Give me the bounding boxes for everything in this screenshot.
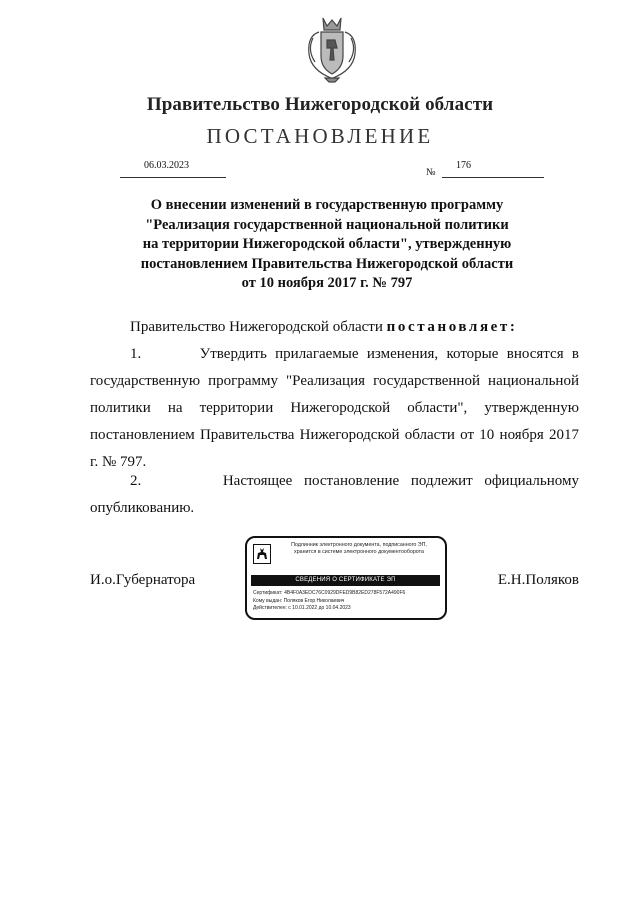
validity-line: Действителен: с 10.01.2022 до 10.04.2023 [253, 605, 351, 611]
item-text: Утвердить прилагаемые изменения, которые вносятся в государственную программу "Реализация государственной национальной политики на территории Нижегородской области", утвержденную постановлением Правительства Нижегородской области от 10 ноября 2017 г. № 797. [90, 346, 580, 470]
issued-to-line: Кому выдан: Поляков Егор Николаевич [253, 597, 345, 604]
deer-emblem-icon [253, 544, 271, 564]
decree-item-1 [90, 341, 579, 476]
intro-text: Правительство Нижегородской области [130, 319, 387, 335]
item-number: 1. [130, 346, 142, 362]
subject-line: на территории Нижегородской области", утвержденную [142, 236, 512, 252]
electronic-signature-stamp [245, 536, 447, 620]
stamp-details [253, 590, 443, 613]
stamp-header-line: хранится в системе электронного документооборота [294, 549, 424, 555]
subject-line: "Реализация государственной национальной политики [145, 216, 509, 233]
coat-of-arms-emblem [301, 14, 363, 84]
stamp-title-bar: СВЕДЕНИЯ О СЕРТИФИКАТЕ ЭП [251, 575, 440, 586]
date-field [120, 159, 226, 178]
subject-line: О внесении изменений в государственную программу [150, 197, 504, 213]
decree-intro [130, 314, 518, 341]
subject-line: от 10 ноября 2017 г. № 797 [241, 275, 413, 291]
stamp-header [275, 542, 443, 556]
item-text: Настоящее постановление подлежит официальному опубликованию. [90, 473, 579, 516]
document-number: 176 [456, 160, 471, 171]
document-date: 06.03.2023 [144, 160, 189, 171]
certificate-line: Сертификат: 4B4F0A3EDC76C0929DFED9B82ED278F572A490F6 [253, 590, 406, 596]
document-subject [118, 196, 536, 294]
stamp-header-line: Подлинник электронного документа, подписанного ЭП, [291, 542, 427, 548]
signatory-position: И.о.Губернатора [90, 572, 196, 588]
number-sign: № [426, 167, 436, 178]
subject-line: постановлением Правительства Нижегородской области [140, 255, 514, 272]
decree-item-2 [90, 468, 579, 522]
decree-word: постановляет: [386, 319, 518, 335]
document-type-title: ПОСТАНОВЛЕНИЕ [206, 124, 434, 148]
item-number: 2. [130, 473, 142, 489]
signatory-name: Е.Н.Поляков [497, 572, 579, 588]
number-field [442, 159, 544, 178]
organization-title: Правительство Нижегородской области [146, 94, 494, 115]
